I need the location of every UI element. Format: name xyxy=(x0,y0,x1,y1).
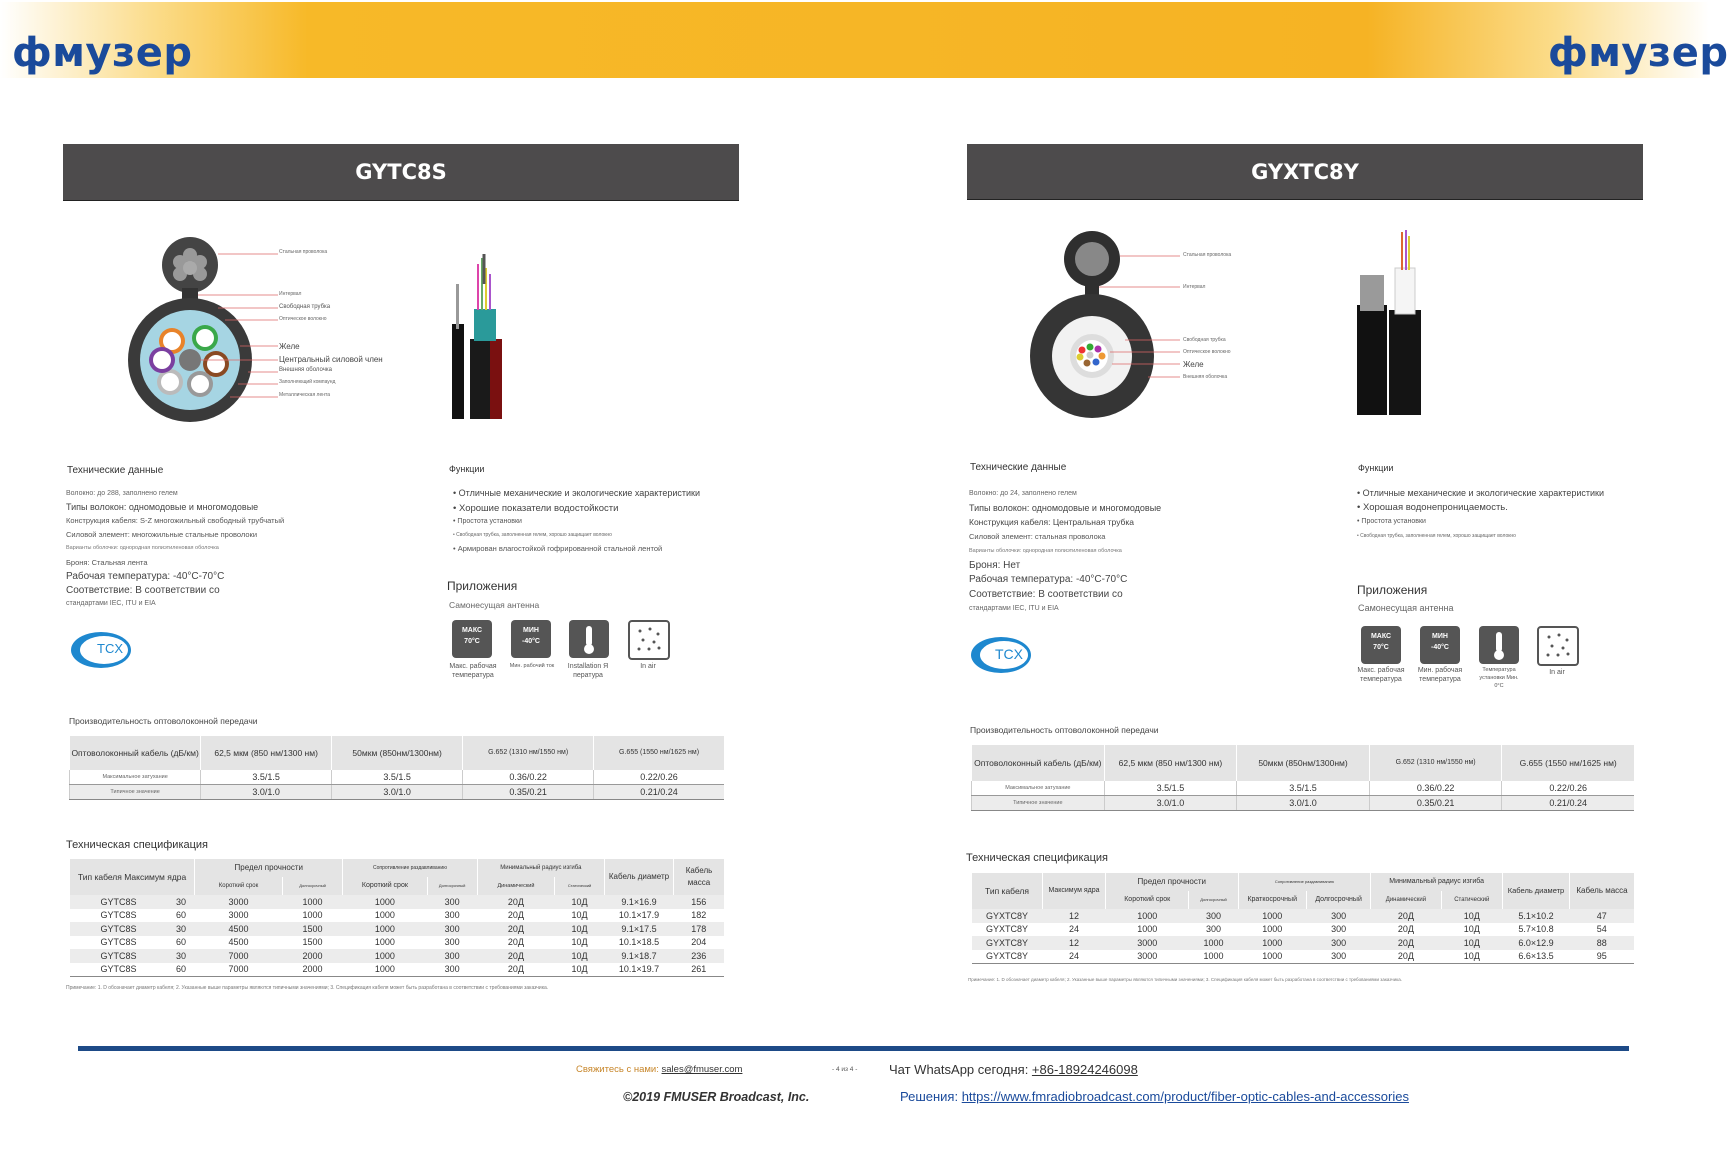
tech-line: Рабочая температура: -40°C-70°C xyxy=(66,571,225,582)
spec-header: Максимум ядра xyxy=(1043,873,1106,909)
icon-label: Температура установки Мин. 0°C xyxy=(1479,667,1519,689)
spec-header: Сопротивление раздавливанию xyxy=(343,859,477,877)
tech-line: Силовой элемент: многожильные стальные проволоки xyxy=(66,530,258,539)
perf-cell: 3.5/1.5 xyxy=(1104,781,1237,796)
thermometer-icon xyxy=(1479,626,1519,664)
perf-cell: 0.35/0.21 xyxy=(1369,796,1502,811)
table-cell: 300 xyxy=(1306,909,1370,923)
feature-item: Армирован влагостойкой гофрированной стальной лентой xyxy=(457,544,663,553)
table-cell: 300 xyxy=(427,949,477,963)
cable-image-right xyxy=(1355,230,1430,420)
perf-header: G.655 (1550 нм/1625 нм) xyxy=(1502,745,1634,781)
table-cell: GYXTC8Y xyxy=(972,936,1043,950)
table-cell: GYTC8S xyxy=(70,949,168,963)
spec-subheader: Долгосрочный xyxy=(427,877,477,895)
tech-line: Соответствие: В соответствии со xyxy=(969,589,1123,600)
features-list: • Отличные механические и экологические характеристики • Хорошая водонепроницаемость. • Простота установки • Свободная трубка, заполненная гелем, хорошо защищает волокно xyxy=(1357,488,1604,539)
table-cell: 1000 xyxy=(374,964,395,975)
perf-cell: 0.21/0.24 xyxy=(1502,796,1634,811)
table-cell: 1000 xyxy=(1189,936,1238,950)
table-cell: 95 xyxy=(1596,951,1607,962)
spec-header: Кабель масса xyxy=(674,859,725,895)
table-cell: 10Д xyxy=(571,937,588,948)
diagram-label: Центральный силовой член xyxy=(279,355,383,364)
perf-table-left xyxy=(69,736,724,800)
table-cell: 24 xyxy=(1068,924,1079,935)
table-cell: 12 xyxy=(1043,909,1106,923)
icon-label: Installation Я пература xyxy=(567,663,609,679)
table-cell: 5.7×10.8 xyxy=(1518,924,1554,935)
table-cell: 30 xyxy=(167,949,194,963)
table-cell: 1000 xyxy=(1238,909,1306,923)
spec-subheader: Долгосрочный xyxy=(1189,891,1238,909)
min-temp-icon: МИН -40°C xyxy=(1420,626,1460,664)
table-cell: 1000 xyxy=(1137,924,1158,935)
spec-title: Техническая спецификация xyxy=(66,839,209,851)
tech-data-list xyxy=(66,487,284,610)
spec-subheader: Динамический xyxy=(477,877,554,895)
table-cell: 10Д xyxy=(571,910,588,921)
tech-data-title: Технические данные xyxy=(67,465,164,476)
spec-table-body xyxy=(70,895,725,977)
table-cell: GYTC8S xyxy=(100,910,137,921)
spec-subheader: Долгосрочный xyxy=(1306,891,1370,909)
top-banner xyxy=(0,2,1709,78)
table-cell: 3000 xyxy=(1106,936,1189,950)
spec-subheader: Статический xyxy=(1441,891,1502,909)
feature-item: Отличные механические и экологические характеристики xyxy=(1362,488,1604,498)
product-title-left: GYTC8S xyxy=(63,144,739,200)
perf-cell: 3.5/1.5 xyxy=(201,770,332,785)
table-cell: 9.1×17.5 xyxy=(605,922,674,936)
perf-header: G.652 (1310 нм/1550 нм) xyxy=(1369,745,1502,781)
perf-header: Оптоволоконный кабель (дБ/км) xyxy=(70,736,201,770)
table-cell: 3000 xyxy=(228,910,249,921)
feature-item: Хорошая водонепроницаемость. xyxy=(1362,502,1508,513)
tcx-badge-label: TCX xyxy=(97,641,123,656)
table-cell: 10Д xyxy=(571,964,588,975)
contact-label: Свяжитесь с нами: xyxy=(576,1064,662,1075)
table-row xyxy=(70,922,725,936)
table-row xyxy=(70,963,725,977)
table-cell: 10Д xyxy=(1463,924,1480,935)
perf-header: 62,5 мкм (850 нм/1300 нм) xyxy=(1104,745,1237,781)
feature-item: Простота установки xyxy=(1361,518,1426,525)
cable-cross-section-right xyxy=(1030,230,1290,420)
solutions-line xyxy=(900,1089,1409,1104)
table-cell: 20Д xyxy=(477,949,554,963)
applications-subtitle: Самонесущая антенна xyxy=(1358,603,1454,613)
table-cell: 47 xyxy=(1570,909,1635,923)
tech-line: Силовой элемент: стальная проволока xyxy=(969,532,1106,541)
in-air-icon xyxy=(628,620,670,660)
perf-header: 50мкм (850нм/1300нм) xyxy=(332,736,463,770)
feature-item: Свободная трубка, заполненная гелем, хорошо защищает волокно xyxy=(1360,533,1516,539)
tech-data-title: Технические данные xyxy=(970,462,1067,473)
contact-email-link[interactable]: sales@fmuser.com xyxy=(661,1064,743,1075)
product-title-right: GYXTC8Y xyxy=(967,144,1643,199)
spec-subheader: Статический xyxy=(555,877,605,895)
brand-logo-right[interactable]: фмузер xyxy=(1548,30,1728,76)
tech-line: Броня: Стальная лента xyxy=(66,558,148,567)
table-cell: 1000 xyxy=(1262,951,1283,962)
table-cell: 300 xyxy=(444,910,460,921)
table-cell: 178 xyxy=(674,922,725,936)
table-row xyxy=(972,923,1635,937)
perf-cell: 3.0/1.0 xyxy=(332,785,463,800)
table-cell: 1000 xyxy=(374,937,395,948)
feature-item: Хорошие показатели водостойкости xyxy=(458,503,619,514)
table-cell: 6.0×12.9 xyxy=(1503,936,1570,950)
perf-cell: Максимальное затухание xyxy=(972,781,1105,796)
perf-cell: 0.36/0.22 xyxy=(1369,781,1502,796)
table-cell: 88 xyxy=(1570,936,1635,950)
table-cell: 1500 xyxy=(302,937,323,948)
tech-line: Типы волокон: одномодовые и многомодовые xyxy=(66,502,259,512)
spec-subheader: Короткий срок xyxy=(343,877,427,895)
tcx-badge-label: TCX xyxy=(995,646,1023,662)
table-cell: 10Д xyxy=(555,895,605,909)
spec-table-left xyxy=(69,859,724,977)
table-cell: 2000 xyxy=(282,949,342,963)
features-title: Функции xyxy=(1358,463,1394,473)
perf-cell: Типичное значение xyxy=(70,785,201,800)
footer-rule xyxy=(78,1046,1629,1051)
table-cell: 300 xyxy=(1189,909,1238,923)
table-cell: 10Д xyxy=(555,949,605,963)
spec-note: Примечание: 1. D обозначает диаметр кабеля; 2. Указанные выше параметры являются типичными значениями; 3. Спецификация кабеля может быть разработана в соответствии с требованиями заказчика. xyxy=(66,985,549,991)
spec-header: Кабель масса xyxy=(1570,873,1635,909)
spec-header: Минимальный радиус изгиба xyxy=(477,859,604,877)
spec-subheader: Короткий срок xyxy=(195,877,283,895)
table-cell: 12 xyxy=(1043,936,1106,950)
page-number: - 4 из 4 - xyxy=(832,1066,858,1073)
perf-header: 50мкм (850нм/1300нм) xyxy=(1237,745,1370,781)
spec-title: Техническая спецификация xyxy=(966,852,1109,864)
contact-line xyxy=(576,1064,742,1075)
applications-title: Приложения xyxy=(447,579,518,593)
perf-cell: 3.5/1.5 xyxy=(332,770,463,785)
copyright: ©2019 FMUSER Broadcast, Inc. xyxy=(623,1090,810,1104)
spec-subheader: Краткосрочный xyxy=(1238,891,1306,909)
table-cell: 300 xyxy=(1306,936,1370,950)
table-cell: 20Д xyxy=(1397,951,1414,962)
table-cell: 4500 xyxy=(195,922,283,936)
diagram-label: Стальная проволока xyxy=(279,249,328,255)
table-cell: 1000 xyxy=(374,910,395,921)
spec-header: Тип кабеля xyxy=(972,873,1043,909)
perf-cell: 3.0/1.0 xyxy=(1104,796,1237,811)
table-cell: 1000 xyxy=(1106,909,1189,923)
table-cell: 156 xyxy=(674,895,725,909)
perf-header: Оптоволоконный кабель (дБ/км) xyxy=(972,745,1105,781)
table-cell: 1000 xyxy=(282,895,342,909)
tech-line: Соответствие: В соответствии со xyxy=(66,585,220,596)
spec-header: Тип кабеля Максимум ядра xyxy=(70,859,195,895)
perf-title: Производительность оптоволоконной передачи xyxy=(69,716,258,726)
min-temp-icon: МИН -40°C xyxy=(511,620,551,658)
table-cell: GYXTC8Y xyxy=(972,909,1043,923)
table-cell: 54 xyxy=(1596,924,1607,935)
tech-line: Волокно: до 288, заполнено гелем xyxy=(66,490,178,497)
table-cell: 60 xyxy=(176,964,187,975)
spec-header: Предел прочности xyxy=(1106,873,1239,891)
table-cell: 7000 xyxy=(195,949,283,963)
table-cell: 300 xyxy=(427,922,477,936)
cable-image-left xyxy=(444,254,514,419)
perf-header: G.655 (1550 нм/1625 нм) xyxy=(594,736,724,770)
spec-header: Кабель диаметр xyxy=(605,859,674,895)
table-cell: 182 xyxy=(691,910,707,921)
diagram-label: Свободная трубка xyxy=(279,304,331,310)
table-cell: 10.1×18.5 xyxy=(618,937,660,948)
brand-logo-left[interactable]: фмузер xyxy=(12,30,193,76)
perf-table-right xyxy=(971,745,1634,811)
table-cell: 10.1×19.7 xyxy=(618,964,660,975)
perf-header: 62,5 мкм (850 нм/1300 нм) xyxy=(201,736,332,770)
table-cell: 20Д xyxy=(1397,924,1414,935)
tech-line: Варианты оболочки: однородная полиэтиленовая оболочка xyxy=(66,545,219,551)
table-cell: 1000 xyxy=(343,922,427,936)
solutions-label: Решения: xyxy=(900,1089,962,1104)
table-cell: 204 xyxy=(691,937,707,948)
perf-cell: 3.0/1.0 xyxy=(201,785,332,800)
diagram-label: Внешняя оболочка xyxy=(1183,374,1228,380)
spec-note: Примечание: 1. D обозначает диаметр кабеля; 2. Указанные выше параметры являются типичными значениями; 3. Спецификация кабеля может быть разработана в соответствии с требованиями заказчика. xyxy=(968,977,1402,982)
feature-item: Отличные механические и экологические характеристики xyxy=(458,488,700,498)
tech-line: Варианты оболочки: однородная полиэтиленовая оболочка xyxy=(969,548,1122,554)
perf-cell: 0.35/0.21 xyxy=(463,785,594,800)
table-cell: 236 xyxy=(674,949,725,963)
table-cell: GYTC8S xyxy=(100,964,137,975)
table-row xyxy=(972,909,1635,923)
table-cell: 10Д xyxy=(1441,936,1502,950)
perf-cell: 0.21/0.24 xyxy=(594,785,724,800)
table-row xyxy=(70,909,725,923)
icon-label: Мин. рабочая температура xyxy=(1417,667,1463,683)
table-cell: 10Д xyxy=(555,922,605,936)
spec-table-right xyxy=(971,873,1634,964)
cable-cross-section-left xyxy=(120,240,400,420)
table-cell: 20Д xyxy=(477,895,554,909)
icon-label: In air xyxy=(640,663,656,670)
table-cell: 60 xyxy=(176,910,187,921)
table-cell: 261 xyxy=(691,964,707,975)
table-row xyxy=(70,949,725,963)
diagram-label: Металлическая лента xyxy=(279,392,331,398)
table-cell: 24 xyxy=(1068,951,1079,962)
perf-cell: 0.22/0.26 xyxy=(1502,781,1634,796)
table-cell: 6.6×13.5 xyxy=(1518,951,1554,962)
diagram-label: Желе xyxy=(279,342,300,351)
table-row xyxy=(70,936,725,950)
applications-title: Приложения xyxy=(1357,583,1428,597)
table-cell: 1000 xyxy=(343,949,427,963)
in-air-icon xyxy=(1537,626,1579,666)
diagram-label: Оптическое волокно xyxy=(1183,349,1231,355)
max-temp-icon: МАКС 70°C xyxy=(452,620,492,658)
spec-header: Минимальный радиус изгиба xyxy=(1371,873,1503,891)
table-cell: 1500 xyxy=(282,922,342,936)
table-cell: 9.1×18.7 xyxy=(605,949,674,963)
table-cell: 1000 xyxy=(1238,936,1306,950)
table-cell: 10Д xyxy=(1463,951,1480,962)
icon-label: Мин. рабочий ток xyxy=(509,663,555,669)
table-cell: 300 xyxy=(427,895,477,909)
spec-header: Сопротивление раздавливанию xyxy=(1238,873,1371,891)
table-cell: 20Д xyxy=(507,910,524,921)
table-cell: 20Д xyxy=(507,937,524,948)
table-cell: 4500 xyxy=(228,937,249,948)
diagram-label: Желе xyxy=(1183,360,1204,369)
tech-line: Броня: Нет xyxy=(969,560,1021,571)
table-cell: 20Д xyxy=(477,922,554,936)
solutions-url-link[interactable]: https://www.fmradiobroadcast.com/product/fiber-optic-cables-and-accessories xyxy=(961,1089,1409,1104)
spec-subheader: Динамический xyxy=(1371,891,1441,909)
diagram-label: Интервал xyxy=(279,291,302,297)
spec-subheader: Короткий срок xyxy=(1106,891,1189,909)
table-cell: 10Д xyxy=(1441,909,1502,923)
table-cell: 5.1×10.2 xyxy=(1503,909,1570,923)
spec-header: Предел прочности xyxy=(195,859,343,877)
tech-line: стандартами IEC, ITU и EIA xyxy=(66,600,156,607)
table-cell: 30 xyxy=(167,922,194,936)
table-cell: GYTC8S xyxy=(70,895,168,909)
whatsapp-number-link[interactable]: +86-18924246098 xyxy=(1031,1062,1138,1077)
applications-subtitle: Самонесущая антенна xyxy=(449,600,540,610)
tech-data-list xyxy=(969,487,1161,615)
perf-cell: 3.5/1.5 xyxy=(1237,781,1370,796)
perf-cell: Типичное значение xyxy=(972,796,1105,811)
diagram-label: Свободная трубка xyxy=(1183,337,1226,343)
tech-line: стандартами IEC, ITU и EIA xyxy=(969,605,1059,612)
spec-header: Кабель диаметр xyxy=(1503,873,1570,909)
table-cell: 20Д xyxy=(507,964,524,975)
feature-item: Свободная трубка, заполненная гелем, хорошо защищает волокно xyxy=(456,532,612,538)
table-cell: 3000 xyxy=(1137,951,1158,962)
perf-cell: 0.22/0.26 xyxy=(594,770,724,785)
icon-label: In air xyxy=(1549,669,1565,676)
table-cell: 20Д xyxy=(1371,936,1441,950)
diagram-label: Интервал xyxy=(1183,284,1206,290)
tech-line: Конструкция кабеля: S-Z многожильный свободный трубчатый xyxy=(66,516,285,525)
table-cell: 1000 xyxy=(302,910,323,921)
whatsapp-line xyxy=(889,1062,1138,1077)
tech-line: Типы волокон: одномодовые и многомодовые xyxy=(969,503,1162,513)
whatsapp-label: Чат WhatsApp сегодня: xyxy=(889,1062,1032,1077)
table-cell: 7000 xyxy=(228,964,249,975)
table-cell: 60 xyxy=(176,937,187,948)
table-row xyxy=(972,936,1635,950)
table-cell: GYTC8S xyxy=(100,937,137,948)
table-cell: 3000 xyxy=(195,895,283,909)
table-cell: 20Д xyxy=(1371,909,1441,923)
table-cell: 30 xyxy=(167,895,194,909)
tech-line: Конструкция кабеля: Центральная трубка xyxy=(969,517,1135,527)
features-list: • Отличные механические и экологические характеристики • Хорошие показатели водостойкости • Простота установки • Свободная трубка, заполненная гелем, хорошо защищает волокно • Армирован влагостойкой гофрированной стальной лентой xyxy=(453,488,700,553)
perf-cell: 3.0/1.0 xyxy=(1237,796,1370,811)
diagram-label: Стальная проволока xyxy=(1183,252,1232,258)
table-row xyxy=(70,895,725,909)
table-cell: 10.1×17.9 xyxy=(618,910,660,921)
perf-title: Производительность оптоволоконной передачи xyxy=(970,725,1159,735)
tech-line: Волокно: до 24, заполнено гелем xyxy=(969,490,1077,497)
table-row xyxy=(972,950,1635,964)
table-cell: GYXTC8Y xyxy=(985,951,1028,962)
spec-subheader: Долгосрочный xyxy=(282,877,342,895)
table-cell: GYXTC8Y xyxy=(985,924,1028,935)
icon-label: Макс. рабочая температура xyxy=(449,663,497,679)
tech-line: Рабочая температура: -40°C-70°C xyxy=(969,574,1128,585)
table-cell: 1000 xyxy=(1203,951,1224,962)
table-cell: 9.1×16.9 xyxy=(605,895,674,909)
table-cell: 300 xyxy=(444,964,460,975)
spec-table-body xyxy=(972,909,1635,964)
table-cell: 300 xyxy=(444,937,460,948)
table-cell: 300 xyxy=(1205,924,1222,935)
table-cell: GYTC8S xyxy=(70,922,168,936)
perf-header: G.652 (1310 нм/1550 нм) xyxy=(463,736,594,770)
table-cell: 300 xyxy=(1331,924,1347,935)
table-cell: 1000 xyxy=(1262,924,1283,935)
diagram-label: Оптическое волокно xyxy=(279,316,327,322)
feature-item: Простота установки xyxy=(457,518,522,525)
thermometer-icon xyxy=(569,620,609,658)
perf-cell: Максимальное затухание xyxy=(70,770,201,785)
table-cell: 300 xyxy=(1331,951,1347,962)
perf-cell: 0.36/0.22 xyxy=(463,770,594,785)
features-title: Функции xyxy=(449,464,485,474)
diagram-label: Заполняющий компаунд xyxy=(279,379,336,385)
table-cell: 1000 xyxy=(343,895,427,909)
table-cell: 2000 xyxy=(302,964,323,975)
max-temp-icon: МАКС 70°C xyxy=(1361,626,1401,664)
diagram-label: Внешняя оболочка xyxy=(279,367,332,373)
icon-label: Макс. рабочая температура xyxy=(1357,667,1405,683)
